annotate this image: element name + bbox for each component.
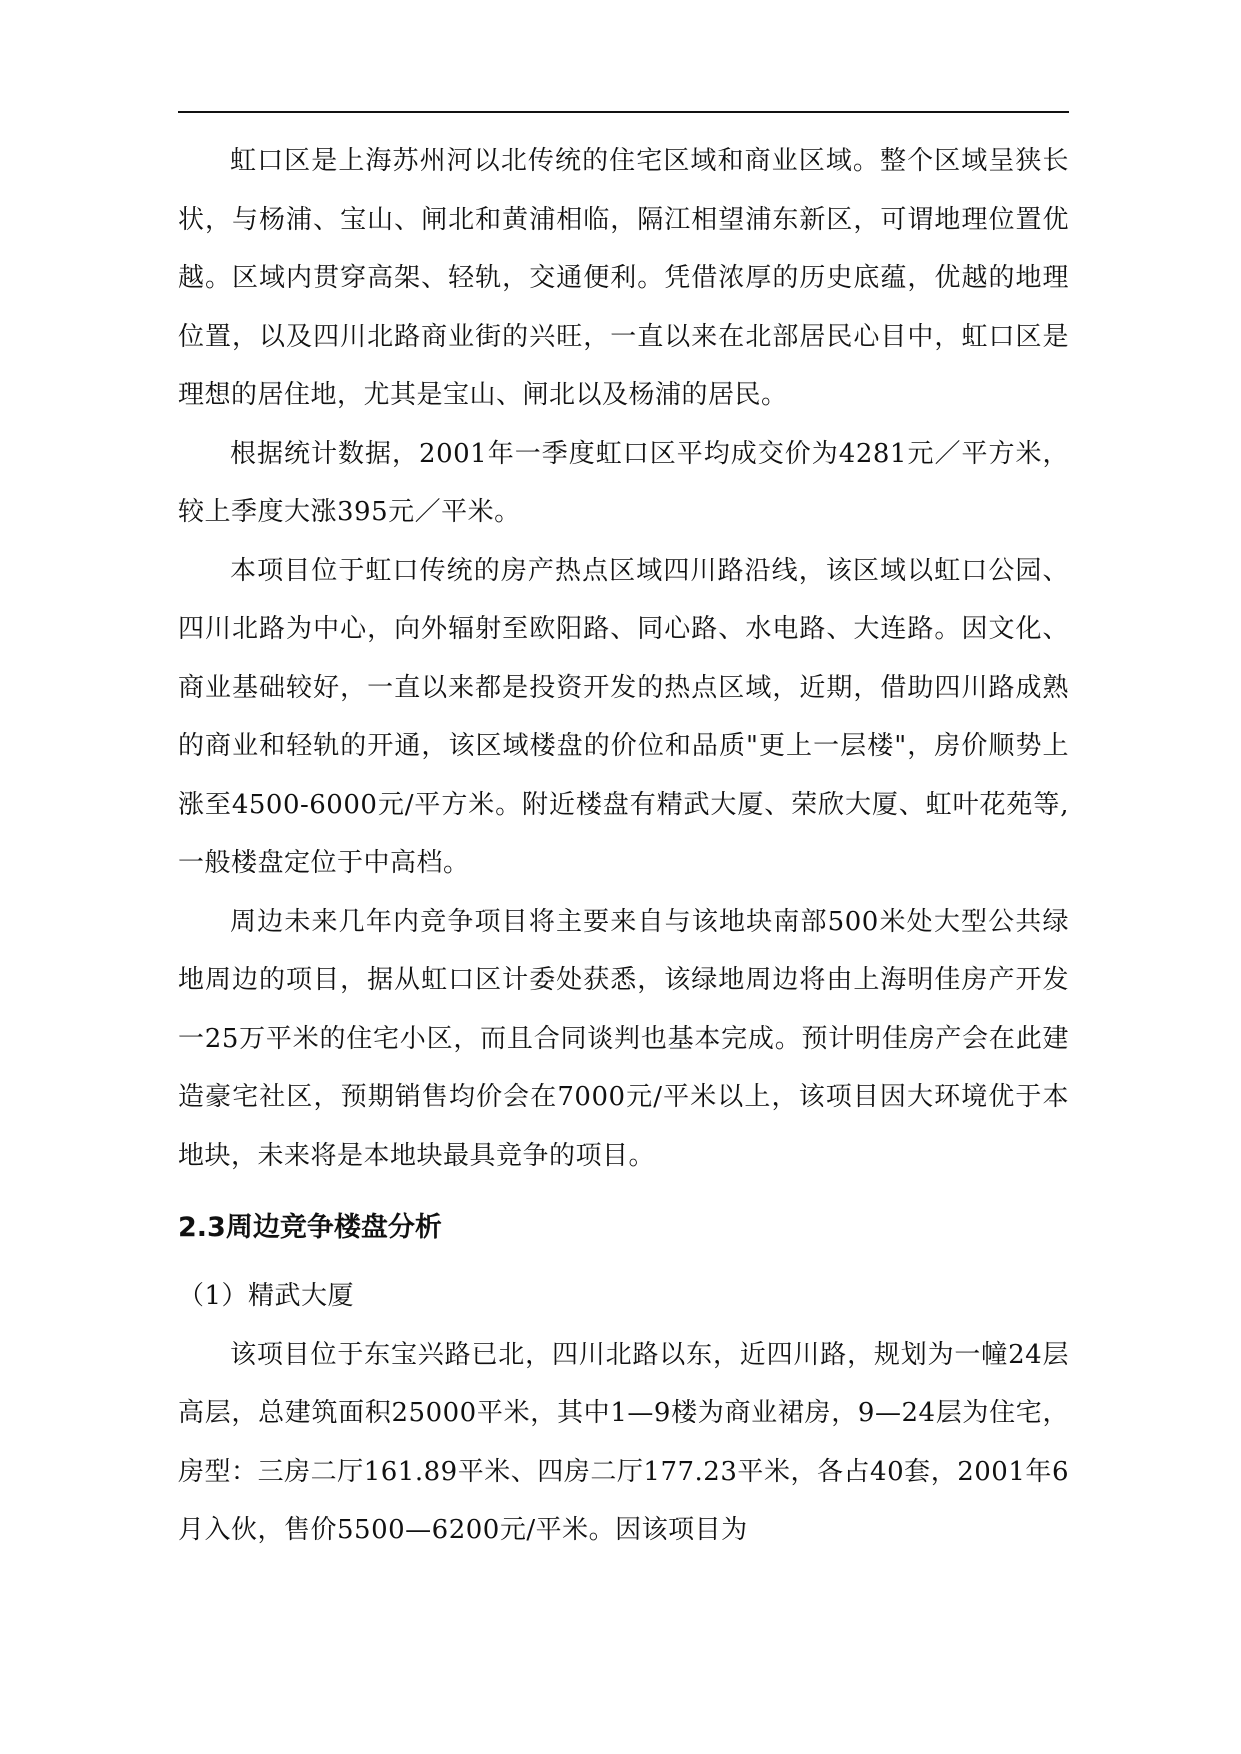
- header-rule: [178, 111, 1069, 113]
- subsection-heading: （1）精武大厦: [178, 1281, 355, 1311]
- paragraph-district-overview: 虹口区是上海苏州河以北传统的住宅区域和商业区域。整个区域呈狭长状，与杨浦、宝山、闸北和黄浦相临，隔江相望浦东新区，可谓地理位置优越。区域内贯穿高架、轻轨，交通便利。凭借浓厚的历史底蕴，优越的地理位置，以及四川北路商业街的兴旺，一直以来在北部居民心目中，虹口区是理想的居住地，尤其是宝山、闸北以及杨浦的居民。: [178, 146, 1069, 410]
- paragraph-project-location: 本项目位于虹口传统的房产热点区域四川路沿线，该区域以虹口公园、四川北路为中心，向外辐射至欧阳路、同心路、水电路、大连路。因文化、商业基础较好，一直以来都是投资开发的热点区域，近期，借助四川路成熟的商业和轻轨的开通，该区域楼盘的价位和品质"更上一层楼"，房价顺势上涨至4500-6000元/平方米。附近楼盘有精武大厦、荣欣大厦、虹叶花苑等,一般楼盘定位于中高档。: [178, 555, 1069, 878]
- document-body: [178, 132, 1069, 1560]
- section-heading: 2.3周边竞争楼盘分析: [178, 1212, 442, 1243]
- paragraph-future-competition: 周边未来几年内竞争项目将主要来自与该地块南部500米处大型公共绿地周边的项目，据从虹口区计委处获悉，该绿地周边将由上海明佳房产开发一25万平米的住宅小区，而且合同谈判也基本完成。预计明佳房产会在此建造豪宅社区，预期销售均价会在7000元/平米以上，该项目因大环境优于本地块，未来将是本地块最具竞争的项目。: [178, 906, 1069, 1171]
- paragraph-price-statistics: 根据统计数据，2001年一季度虹口区平均成交价为4281元／平方米，较上季度大涨395元／平米。: [178, 438, 1069, 527]
- paragraph-jingwu-building: 该项目位于东宝兴路已北，四川北路以东，近四川路，规划为一幢24层高层，总建筑面积25000平米，其中1—9楼为商业裙房，9—24层为住宅，房型：三房二厅161.89平米、四房二厅177.23平米，各占40套，2001年6月入伙，售价5500—6200元/平米。因该项目为: [178, 1339, 1069, 1545]
